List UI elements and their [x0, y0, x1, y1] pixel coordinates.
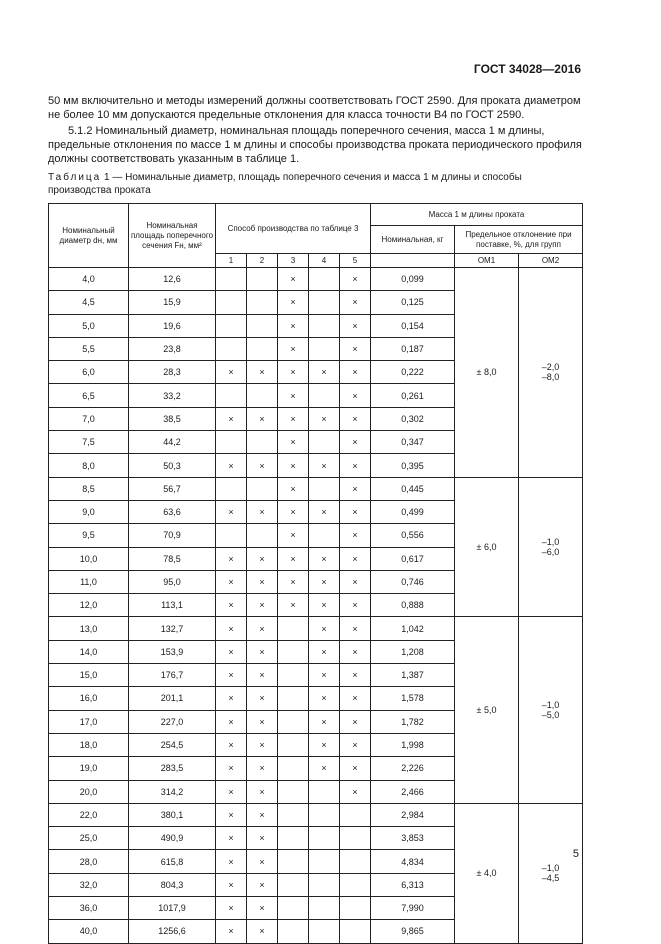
cell-area: 201,1: [129, 687, 216, 710]
header-deviation: Предельное отклонение при поставке, %, для групп: [455, 226, 583, 254]
cell-mass: 0,888: [371, 594, 455, 617]
cell-diameter: 7,5: [49, 431, 129, 454]
cell-method-3: ×: [278, 570, 309, 593]
cell-method-2: ×: [247, 547, 278, 570]
cell-method-5: ×: [340, 594, 371, 617]
cell-diameter: 10,0: [49, 547, 129, 570]
cell-method-1: [216, 337, 247, 360]
cell-method-4: ×: [309, 547, 340, 570]
cell-method-4: [309, 268, 340, 291]
cell-method-5: [340, 873, 371, 896]
cell-method-4: ×: [309, 733, 340, 756]
cell-diameter: 25,0: [49, 827, 129, 850]
cell-area: 70,9: [129, 524, 216, 547]
method-num-1: 1: [216, 254, 247, 268]
cell-method-3: [278, 757, 309, 780]
cell-method-3: [278, 733, 309, 756]
cell-method-1: [216, 524, 247, 547]
cell-mass: 0,395: [371, 454, 455, 477]
cell-area: 56,7: [129, 477, 216, 500]
cell-method-5: ×: [340, 431, 371, 454]
cell-diameter: 15,0: [49, 664, 129, 687]
cell-method-1: ×: [216, 570, 247, 593]
cell-method-3: ×: [278, 361, 309, 384]
cell-method-5: ×: [340, 710, 371, 733]
cell-method-4: [309, 920, 340, 943]
cell-mass: 6,313: [371, 873, 455, 896]
cell-method-1: [216, 384, 247, 407]
paragraph-5-1-2: 5.1.2 Номинальный диаметр, номинальная площадь поперечного сечения, масса 1 м длины, предельные отклонения по массе 1 м длины и способы производства проката периодического профиля должны соответствовать указанным в таблице 1.: [48, 125, 582, 165]
cell-method-4: ×: [309, 570, 340, 593]
cell-area: 38,5: [129, 407, 216, 430]
cell-diameter: 14,0: [49, 640, 129, 663]
om2-upper: –1,0: [541, 700, 560, 711]
cell-diameter: 11,0: [49, 570, 129, 593]
cell-method-1: ×: [216, 827, 247, 850]
cell-diameter: 18,0: [49, 733, 129, 756]
header-area: Номинальная площадь поперечного сечения Fн, мм²: [129, 204, 216, 268]
group-om2-header: ОМ2: [519, 254, 583, 268]
page-number: 5: [572, 848, 579, 860]
cell-method-3: [278, 827, 309, 850]
cell-method-2: [247, 268, 278, 291]
cell-method-2: ×: [247, 617, 278, 640]
method-num-3: 3: [278, 254, 309, 268]
cell-method-3: ×: [278, 407, 309, 430]
cell-method-1: ×: [216, 710, 247, 733]
method-num-5: 5: [340, 254, 371, 268]
cell-method-5: ×: [340, 291, 371, 314]
cell-method-3: [278, 873, 309, 896]
cell-method-5: [340, 850, 371, 873]
cell-method-2: ×: [247, 710, 278, 733]
cell-diameter: 4,0: [49, 268, 129, 291]
cell-mass: 0,499: [371, 500, 455, 523]
cell-mass: 3,853: [371, 827, 455, 850]
cell-mass: 0,302: [371, 407, 455, 430]
cell-method-3: ×: [278, 337, 309, 360]
cell-method-2: [247, 384, 278, 407]
cell-method-1: ×: [216, 547, 247, 570]
cell-method-2: ×: [247, 757, 278, 780]
cell-area: 227,0: [129, 710, 216, 733]
cell-mass: 9,865: [371, 920, 455, 943]
cell-area: 95,0: [129, 570, 216, 593]
cell-diameter: 13,0: [49, 617, 129, 640]
cell-method-1: [216, 431, 247, 454]
cell-method-1: ×: [216, 757, 247, 780]
cell-mass: 0,746: [371, 570, 455, 593]
cell-method-5: ×: [340, 384, 371, 407]
cell-om2: [519, 803, 583, 943]
cell-method-5: ×: [340, 500, 371, 523]
cell-mass: 7,990: [371, 897, 455, 920]
cell-diameter: 8,5: [49, 477, 129, 500]
cell-area: 23,8: [129, 337, 216, 360]
cell-method-2: ×: [247, 454, 278, 477]
om2-upper: –1,0: [541, 863, 560, 874]
cell-method-3: [278, 897, 309, 920]
cell-om1: ± 5,0: [455, 617, 519, 803]
cell-method-4: [309, 897, 340, 920]
cell-method-3: [278, 617, 309, 640]
cell-method-2: [247, 291, 278, 314]
table-row: [49, 617, 583, 640]
cell-method-1: ×: [216, 803, 247, 826]
cell-om2: [519, 268, 583, 478]
cell-area: 78,5: [129, 547, 216, 570]
cell-method-3: [278, 664, 309, 687]
cell-method-2: [247, 524, 278, 547]
cell-method-1: ×: [216, 873, 247, 896]
cell-method-2: [247, 431, 278, 454]
cell-method-1: ×: [216, 361, 247, 384]
cell-mass: 1,042: [371, 617, 455, 640]
cell-diameter: 12,0: [49, 594, 129, 617]
table-body: [49, 268, 583, 944]
cell-method-1: [216, 268, 247, 291]
cell-mass: 1,578: [371, 687, 455, 710]
cell-area: 1256,6: [129, 920, 216, 943]
cell-mass: 0,445: [371, 477, 455, 500]
cell-method-1: ×: [216, 454, 247, 477]
cell-method-5: [340, 827, 371, 850]
cell-method-2: [247, 337, 278, 360]
cell-area: 33,2: [129, 384, 216, 407]
cell-method-5: [340, 920, 371, 943]
cell-method-5: ×: [340, 454, 371, 477]
cell-area: 15,9: [129, 291, 216, 314]
cell-method-5: ×: [340, 524, 371, 547]
cell-method-4: [309, 314, 340, 337]
cell-diameter: 16,0: [49, 687, 129, 710]
cell-method-2: ×: [247, 827, 278, 850]
table-row: [49, 268, 583, 291]
cell-method-3: ×: [278, 594, 309, 617]
cell-method-1: ×: [216, 780, 247, 803]
om2-upper: –2,0: [541, 362, 560, 373]
cell-method-4: ×: [309, 594, 340, 617]
cell-mass: 0,125: [371, 291, 455, 314]
cell-method-4: ×: [309, 687, 340, 710]
cell-area: 19,6: [129, 314, 216, 337]
cell-method-4: ×: [309, 664, 340, 687]
cell-area: 804,3: [129, 873, 216, 896]
cell-mass: 1,782: [371, 710, 455, 733]
cell-method-1: ×: [216, 407, 247, 430]
cell-diameter: 8,0: [49, 454, 129, 477]
cell-mass: 0,347: [371, 431, 455, 454]
cell-method-3: [278, 850, 309, 873]
cell-method-5: ×: [340, 733, 371, 756]
om2-lower: –5,0: [541, 710, 560, 721]
om2-lower: –8,0: [541, 372, 560, 383]
cell-method-2: ×: [247, 920, 278, 943]
cell-diameter: 6,5: [49, 384, 129, 407]
cell-method-5: ×: [340, 780, 371, 803]
cell-method-2: ×: [247, 873, 278, 896]
cell-mass: 0,261: [371, 384, 455, 407]
om2-upper: –1,0: [541, 537, 560, 548]
cell-diameter: 40,0: [49, 920, 129, 943]
cell-method-2: ×: [247, 500, 278, 523]
cell-mass: 4,834: [371, 850, 455, 873]
table-row: [49, 803, 583, 826]
cell-mass: 0,099: [371, 268, 455, 291]
cell-area: 1017,9: [129, 897, 216, 920]
spec-table: [48, 203, 583, 944]
cell-area: 44,2: [129, 431, 216, 454]
cell-area: 254,5: [129, 733, 216, 756]
cell-method-4: [309, 827, 340, 850]
cell-area: 132,7: [129, 617, 216, 640]
cell-method-4: ×: [309, 407, 340, 430]
paragraph-intro: 50 мм включительно и методы измерений должны соответствовать ГОСТ 2590. Для проката диаметром не более 10 мм допускаются предельные отклонения для класса точности В4 по ГОСТ 2590.: [48, 95, 581, 121]
cell-diameter: 19,0: [49, 757, 129, 780]
cell-method-4: [309, 780, 340, 803]
cell-method-2: [247, 477, 278, 500]
cell-mass: 2,226: [371, 757, 455, 780]
cell-area: 63,6: [129, 500, 216, 523]
om2-lower: –6,0: [541, 547, 560, 558]
cell-method-4: [309, 291, 340, 314]
cell-method-1: ×: [216, 500, 247, 523]
cell-method-2: ×: [247, 640, 278, 663]
method-num-2: 2: [247, 254, 278, 268]
cell-method-2: ×: [247, 850, 278, 873]
cell-method-1: ×: [216, 897, 247, 920]
cell-diameter: 22,0: [49, 803, 129, 826]
cell-diameter: 4,5: [49, 291, 129, 314]
cell-method-5: ×: [340, 547, 371, 570]
cell-method-5: ×: [340, 617, 371, 640]
cell-diameter: 5,0: [49, 314, 129, 337]
cell-mass: 0,222: [371, 361, 455, 384]
cell-method-1: ×: [216, 687, 247, 710]
cell-method-4: [309, 384, 340, 407]
cell-method-3: ×: [278, 384, 309, 407]
cell-method-5: ×: [340, 268, 371, 291]
cell-method-4: [309, 803, 340, 826]
cell-area: 380,1: [129, 803, 216, 826]
cell-method-3: [278, 687, 309, 710]
cell-method-1: [216, 477, 247, 500]
cell-method-3: ×: [278, 268, 309, 291]
cell-diameter: 7,0: [49, 407, 129, 430]
cell-method-1: ×: [216, 617, 247, 640]
cell-mass: 0,154: [371, 314, 455, 337]
cell-mass: 0,187: [371, 337, 455, 360]
cell-method-5: ×: [340, 477, 371, 500]
cell-method-3: ×: [278, 500, 309, 523]
cell-method-2: ×: [247, 664, 278, 687]
cell-method-2: ×: [247, 733, 278, 756]
cell-method-3: [278, 803, 309, 826]
cell-method-3: ×: [278, 547, 309, 570]
cell-method-2: ×: [247, 407, 278, 430]
cell-method-3: ×: [278, 291, 309, 314]
cell-method-4: [309, 873, 340, 896]
cell-mass: 2,984: [371, 803, 455, 826]
cell-diameter: 9,0: [49, 500, 129, 523]
cell-method-1: ×: [216, 594, 247, 617]
cell-mass: 1,998: [371, 733, 455, 756]
cell-method-5: ×: [340, 337, 371, 360]
table-caption-text: 1 — Номинальные диаметр, площадь поперечного сечения и масса 1 м длины и способы производства проката: [48, 172, 522, 196]
cell-method-1: ×: [216, 640, 247, 663]
header-methods: Способ производства по таблице 3: [216, 204, 371, 254]
cell-diameter: 6,0: [49, 361, 129, 384]
cell-om1: ± 6,0: [455, 477, 519, 617]
cell-mass: 0,556: [371, 524, 455, 547]
cell-method-5: ×: [340, 407, 371, 430]
cell-method-1: ×: [216, 850, 247, 873]
cell-method-4: [309, 850, 340, 873]
group-om1-header: ОМ1: [455, 254, 519, 268]
cell-method-1: ×: [216, 920, 247, 943]
cell-method-2: ×: [247, 594, 278, 617]
cell-area: 12,6: [129, 268, 216, 291]
cell-om2: [519, 477, 583, 617]
cell-method-2: [247, 314, 278, 337]
cell-method-2: ×: [247, 803, 278, 826]
table-caption-label: Таблица: [48, 172, 102, 183]
cell-method-5: ×: [340, 664, 371, 687]
table-caption: [48, 171, 584, 197]
cell-method-2: ×: [247, 361, 278, 384]
cell-method-4: ×: [309, 640, 340, 663]
cell-area: 283,5: [129, 757, 216, 780]
cell-method-1: ×: [216, 664, 247, 687]
cell-mass: 1,208: [371, 640, 455, 663]
cell-method-3: ×: [278, 454, 309, 477]
cell-area: 153,9: [129, 640, 216, 663]
cell-method-2: ×: [247, 897, 278, 920]
cell-method-5: ×: [340, 687, 371, 710]
cell-diameter: 28,0: [49, 850, 129, 873]
cell-method-1: [216, 291, 247, 314]
cell-diameter: 20,0: [49, 780, 129, 803]
cell-method-5: ×: [340, 757, 371, 780]
header-mass: Масса 1 м длины проката: [371, 204, 583, 226]
cell-method-3: [278, 780, 309, 803]
cell-method-3: ×: [278, 524, 309, 547]
cell-om1: ± 8,0: [455, 268, 519, 478]
cell-method-2: ×: [247, 780, 278, 803]
table-row: [49, 477, 583, 500]
cell-mass: 1,387: [371, 664, 455, 687]
cell-method-3: ×: [278, 477, 309, 500]
cell-diameter: 9,5: [49, 524, 129, 547]
header-diameter: Номинальный диаметр dн, мм: [49, 204, 129, 268]
cell-diameter: 17,0: [49, 710, 129, 733]
cell-om1: ± 4,0: [455, 803, 519, 943]
cell-method-4: ×: [309, 454, 340, 477]
cell-method-5: ×: [340, 570, 371, 593]
cell-method-5: [340, 803, 371, 826]
cell-method-1: ×: [216, 733, 247, 756]
cell-mass: 0,617: [371, 547, 455, 570]
cell-diameter: 5,5: [49, 337, 129, 360]
cell-area: 28,3: [129, 361, 216, 384]
document-code: ГОСТ 34028—2016: [473, 62, 581, 76]
cell-method-4: ×: [309, 361, 340, 384]
cell-method-4: [309, 477, 340, 500]
cell-method-3: [278, 640, 309, 663]
cell-area: 314,2: [129, 780, 216, 803]
cell-area: 176,7: [129, 664, 216, 687]
cell-method-2: ×: [247, 687, 278, 710]
cell-method-4: [309, 337, 340, 360]
cell-area: 490,9: [129, 827, 216, 850]
cell-area: 50,3: [129, 454, 216, 477]
cell-area: 615,8: [129, 850, 216, 873]
cell-method-5: ×: [340, 640, 371, 663]
cell-method-4: ×: [309, 710, 340, 733]
cell-method-5: ×: [340, 361, 371, 384]
cell-method-5: [340, 897, 371, 920]
om2-lower: –4,5: [541, 873, 560, 884]
header-mass-blank: [371, 254, 455, 268]
cell-diameter: 36,0: [49, 897, 129, 920]
cell-method-4: ×: [309, 617, 340, 640]
cell-method-5: ×: [340, 314, 371, 337]
cell-method-3: [278, 710, 309, 733]
cell-method-4: ×: [309, 757, 340, 780]
cell-method-3: ×: [278, 431, 309, 454]
cell-method-3: ×: [278, 314, 309, 337]
cell-method-2: ×: [247, 570, 278, 593]
cell-method-1: [216, 314, 247, 337]
cell-method-4: [309, 431, 340, 454]
cell-area: 113,1: [129, 594, 216, 617]
cell-method-4: [309, 524, 340, 547]
cell-method-3: [278, 920, 309, 943]
cell-om2: [519, 617, 583, 803]
cell-mass: 2,466: [371, 780, 455, 803]
method-num-4: 4: [309, 254, 340, 268]
header-mass-nominal: Номинальная, кг: [371, 226, 455, 254]
cell-diameter: 32,0: [49, 873, 129, 896]
cell-method-4: ×: [309, 500, 340, 523]
